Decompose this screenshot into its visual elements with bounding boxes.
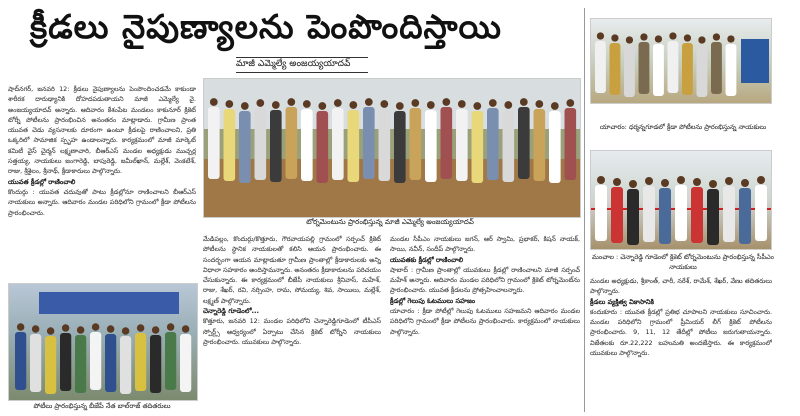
person-figure [379, 109, 391, 181]
person-head [62, 324, 70, 332]
middle-column [203, 234, 381, 412]
person-head [645, 177, 653, 185]
person-figure [255, 108, 267, 180]
right-paragraph: మండల సీపీఎం నాయకులు జగన్, ఆర్ స్వామి, ప్రభాకర్, కిషన్ నాయక్, సాయి, నవీన్, సందీప్ పాల్గొన్నారు. [390, 235, 580, 254]
ribbon-cutting-illustration [591, 151, 771, 249]
person-head [725, 177, 733, 185]
person-head [47, 327, 55, 335]
person-head [757, 176, 765, 184]
person-head [566, 99, 574, 107]
person-figure [135, 333, 146, 391]
person-figure [534, 109, 546, 181]
right-subheading-2: క్రీడల్లో గెలుపు ఓటములు సహజం [390, 296, 476, 305]
person-figure [707, 189, 719, 245]
person-figure [726, 44, 737, 96]
person-head [32, 325, 40, 333]
person-figure [697, 45, 708, 97]
right-subheading-1: యువతకు క్రీడల్లో రాణించాలి [390, 255, 464, 264]
right-sub-paragraph-1: షాబాద్ : గ్రామీణ ప్రాంతాల్లో యువకులు క్రీడల్లో రాణించాలని మాజీ సర్పంచ్ మహేశ్ అన్నారు. ఆదివారం మండల పరిధిలోని గ్రామంలో క్రికెట్ టోర్నమెంట్‌ను ప్రారంభించారు. యువత క్రీడలను ప్రోత్సహించాలన్నారు. [390, 265, 580, 295]
person-head [334, 99, 342, 107]
person-figure [711, 42, 722, 94]
person-head [741, 179, 749, 187]
left-photo-caption: పోటీలు ప్రారంభిస్తున్న బీజేపీ నేత బాల్‌రాజ్ తదితరులు [33, 402, 171, 410]
person-figure [441, 107, 453, 179]
person-figure [723, 186, 735, 242]
person-head [411, 99, 419, 107]
person-figure [549, 111, 561, 183]
person-head [77, 326, 85, 334]
person-head [727, 35, 734, 42]
person-head [535, 100, 543, 108]
person-head [256, 99, 264, 107]
right-mid-caption: మంచాల : చెన్నారెడ్డి గూడెంలో క్రికెట్ టోర్నమెంటును ప్రారంభిస్తున్న సీపీఎం నాయకులు [592, 253, 774, 271]
person-head [629, 180, 637, 188]
main-photo-caption: టోర్నమెంటును ప్రారంభిస్తున్న మాజీ ఎమ్మెల్యే అంజయ్యయాదవ్ [306, 218, 474, 226]
person-head [17, 323, 25, 331]
person-figure [624, 45, 635, 97]
person-figure [595, 185, 607, 241]
person-head [677, 176, 685, 184]
person-head [520, 98, 528, 106]
person-head [597, 32, 604, 39]
middle-sub-paragraph: కొత్తూరు, జనవరి 12: మండల పరిధిలోని చెన్నారెడ్డిగూడెంలో టీపీఎస్ స్పోర్ట్స్ ఆధ్వర్యంలో ఏర్పాటు చేసిన క్రికెట్ టోర్నీని నాయకులు ప్రారంభించారు. యువకులు పాల్గొన్నారు. [203, 317, 381, 346]
person-figure [456, 109, 468, 181]
person-figure [224, 109, 236, 181]
person-figure [653, 44, 664, 96]
person-figure [487, 108, 499, 180]
left-paragraph: షాద్‌నగర్, జనవరి 12: క్రీడలు నైపుణ్యాలను పెంపొందించడమే కాకుండా శారీరక దారుఢ్యానికి దోహదపడుతాయని మాజీ ఎమ్మెల్యే వై. అంజయ్యయాదవ్ అన్నారు. ఆదివారం కేశంపేట మండలం కాకునూర్ క్రికెట్ టోర్నీ పోటీలను ప్రారంభించిన అనంతరం మాట్లాడారు. గ్రామీణ ప్రాంత యువత చెడు వ్యసనాలకు దూరంగా ఉంటూ క్రీడలపై రాణించాలని, ప్రతి ఒక్కరిలో సామాజిక స్పృహ ఉండాలన్నారు. కార్యక్రమంలో మాజీ మార్కెట్ కమిటీ వైస్ చైర్మన్ లక్ష్మణాచారి, బీఆర్ఎస్ మండల అధ్యక్షుడు ముచ్చర్ల సత్తయ్య, నాయకులు జంగారెడ్డి, బాపురెడ్డి, జమీల్‌ఖాన్, మల్లేశ్, వెంకటేశ్, రాజు, శ్రీశైలం, శ్రీనాథ్, క్రీడాకారులు పాల్గొన్నారు. [8, 85, 196, 176]
person-head [684, 34, 691, 41]
person-figure [270, 110, 282, 182]
person-figure [239, 111, 251, 183]
person-figure [611, 187, 623, 243]
person-head [551, 102, 559, 110]
person-head [713, 33, 720, 40]
person-head [640, 33, 647, 40]
person-figure [165, 332, 176, 390]
right-top-caption: యాచారం: ధర్మన్నగూడలో క్రీడా పోటీలను ప్రారంభిస్తున్న నాయకులు [599, 123, 767, 131]
person-head [272, 101, 280, 109]
person-figure [208, 107, 220, 179]
person-head [698, 36, 705, 43]
person-figure [639, 42, 650, 94]
person-figure [565, 108, 577, 180]
person-figure [518, 107, 530, 179]
person-head [303, 100, 311, 108]
person-figure [610, 43, 621, 95]
article-byline: మాజీ ఎమ్మెల్యే అంజయ్యయాదవ్ [236, 57, 368, 73]
person-head [611, 34, 618, 41]
person-head [669, 32, 676, 39]
person-figure [60, 333, 71, 391]
person-head [489, 99, 497, 107]
person-head [396, 102, 404, 110]
middle-paragraph: మేడిపల్లం, కొందుర్గు/కొత్తూరు, గౌరవాయపల్లి గ్రామంలో సర్పంచ్ క్రికెట్ పోటీలను స్థానిక నాయకులతో కలిసి ఆయన ప్రారంభించారు. ఈ సందర్భంగా ఆయన మాట్లాడుతూ గ్రామీణ ప్రాంతాల్లో క్రీడాకారులకు అన్ని విధాలా సహకారం అందిస్తామన్నారు. అనంతరం క్రీడాకారులను పరిచయం చేసుకున్నారు. ఈ కార్యక్రమంలో బీజేపీ నాయకులు శ్రీనివాస్, మహేశ్, రాజు, శేఖర్, రవి, నర్సింహ, రామ, సోమయ్య, శివ, సాయిలు, మల్లేశ్, లక్ష్మణ్ పాల్గొన్నారు. [203, 235, 381, 305]
left-column [8, 84, 196, 280]
person-head [693, 178, 701, 186]
right-column [390, 234, 580, 412]
person-head [210, 98, 218, 106]
person-figure [317, 111, 329, 183]
person-figure [120, 336, 131, 394]
left-subheading: యువత క్రీడల్లో రాణించాలి [8, 177, 76, 186]
person-figure [668, 41, 679, 93]
right-sub-paragraph-2: యాచారం : క్రీడా పోటీల్లో గెలుపు ఓటములు సహజమని ఆదివారం మండల పరిధిలోని గ్రామంలో క్రీడా పోటీలను ప్రారంభించారు. కార్యక్రమంలో నాయకులు పాల్గొన్నారు. [390, 307, 580, 336]
officials-group-illustration [591, 19, 771, 103]
middle-subheading: చెన్నారెడ్డి గూడెంలో... [203, 307, 260, 316]
person-figure [425, 110, 437, 182]
person-figure [675, 185, 687, 241]
far-right-paragraph: మండల అధ్యక్షుడు, శ్రీకాంత్, చారీ, నరేశ్, రామేశ్, శేఖర్, వేణు తదితరులు పాల్గొన్నారు. [590, 277, 772, 296]
person-head [427, 101, 435, 109]
person-figure [348, 110, 360, 182]
left-photo [8, 283, 198, 401]
far-right-sub-paragraph: కందుకూరు : యువత క్రీడల్లో ప్రతిభ చూపాలని నాయకులు సూచించారు. మండల పరిధిలోని గ్రామంలో ప్రీమియర్ లీగ్ క్రికెట్ పోటీలను ప్రారంభించారు. 9, 11, 12 తేదీల్లో పోటీలు జరుగుతాయన్నారు. విజేతలకు రూ.22,222 బహుమతి అందజేస్తారు. ఈ కార్యక్రమంలో యువకులు పాల్గొన్నారు. [590, 307, 772, 358]
person-head [287, 98, 295, 106]
person-figure [394, 111, 406, 183]
person-head [152, 326, 160, 334]
person-head [241, 102, 249, 110]
article-headline: క్రీడలు నైపుణ్యాలను పెంపొందిస్తాయి [30, 7, 502, 46]
person-figure [595, 41, 606, 93]
person-head [504, 101, 512, 109]
person-figure [755, 185, 767, 241]
person-figure [30, 334, 41, 392]
cricket-team-illustration [9, 284, 197, 400]
person-head [473, 102, 481, 110]
person-figure [682, 43, 693, 95]
person-head [626, 36, 633, 43]
person-figure [503, 110, 515, 182]
person-head [182, 325, 190, 333]
far-right-column [590, 276, 772, 412]
person-head [225, 100, 233, 108]
person-figure [691, 187, 703, 243]
person-figure [472, 111, 484, 183]
person-head [442, 98, 450, 106]
person-head [137, 324, 145, 332]
group-photo-illustration [204, 79, 580, 217]
person-head [318, 102, 326, 110]
person-head [613, 178, 621, 186]
person-figure [332, 108, 344, 180]
person-head [655, 35, 662, 42]
person-head [365, 98, 373, 106]
person-head [92, 323, 100, 331]
far-right-subheading: క్రీడలు వ్యక్తిత్వ వికాసానికి [590, 297, 654, 306]
person-figure [105, 334, 116, 392]
person-figure [180, 334, 191, 392]
right-top-photo [590, 18, 772, 104]
person-head [107, 325, 115, 333]
person-figure [150, 335, 161, 393]
person-head [380, 100, 388, 108]
person-figure [90, 332, 101, 390]
person-figure [363, 107, 375, 179]
person-head [349, 101, 357, 109]
column-divider [584, 8, 585, 412]
person-figure [659, 188, 671, 244]
person-head [661, 179, 669, 187]
person-head [458, 100, 466, 108]
person-head [167, 323, 175, 331]
right-mid-photo [590, 150, 772, 250]
person-figure [45, 336, 56, 394]
person-figure [643, 186, 655, 242]
person-figure [410, 108, 422, 180]
person-head [709, 180, 717, 188]
left-sub-paragraph: కొందుర్గు : యువత చదువుతో పాటు క్రీడల్లోనూ రాణించాలని బీఆర్ఎస్ నాయకులు అన్నారు. ఆదివారం మండల పరిధిలోని గ్రామంలో క్రీడా పోటీలను ప్రారంభించారు. [8, 187, 196, 217]
main-photo [203, 78, 581, 218]
person-figure [286, 107, 298, 179]
person-head [122, 327, 130, 335]
person-figure [301, 109, 313, 181]
person-figure [75, 335, 86, 393]
person-figure [739, 188, 751, 244]
person-figure [15, 332, 26, 390]
person-figure [627, 189, 639, 245]
person-head [597, 176, 605, 184]
